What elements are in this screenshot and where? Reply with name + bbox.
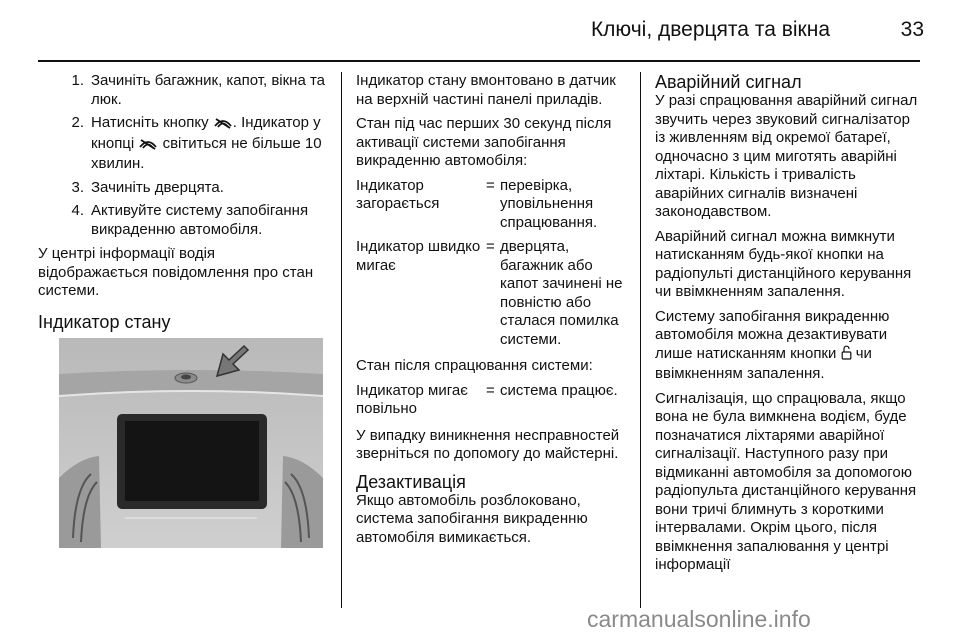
steps-list (38, 72, 326, 239)
dashboard-illustration (59, 338, 323, 548)
status-definition-table (356, 382, 632, 419)
paragraph: У разі спрацювання аварійний сигнал звучить через звуковий сигналізатор із живленням від окремої батареї, одночасно з цим миготять аварійні ліхтарі. Кількість і тривалість аварійних сигналів визначені законодавством. (655, 92, 918, 220)
column-1 (38, 72, 326, 343)
header-rule (38, 60, 920, 62)
anti-theft-icon (138, 137, 158, 156)
paragraph: Стан після спрацювання системи: (356, 357, 593, 374)
paragraph: Систему запобігання викраденню автомобіля можна дезактивувати лише натисканням кнопки чи ввімкненням запалення. (655, 307, 890, 382)
column-divider (341, 72, 342, 608)
paragraph: Сигналізація, що спрацювала, якщо вона не була вимкнена водієм, буде позначатися ліхтарями аварійної сигналізації. Наступного разу при відмиканні автомобіля за допомогою радіопульта дистанційного керування вони тричі блимнуть з короткими інтервалами. Окрім цього, після ввімкнення запалювання у центрі інформації (655, 389, 917, 573)
list-item: 4. Активуйте систему запобігання викраденню автомобіля. (71, 202, 309, 238)
paragraph: Якщо автомобіль розблоковано, система запобігання викраденню автомобіля вимикається. (356, 491, 588, 546)
definition-row: Індикатор швидко мигає = дверцята, багажник або капот зачинені не повністю або сталася помилка системи. (356, 238, 623, 348)
page-number: 33 (900, 18, 924, 41)
list-item: 3. Зачиніть дверцята. (71, 178, 224, 196)
section-heading-status-indicator: Індикатор стану (38, 311, 171, 332)
section-heading-deactivation: Дезактивація (356, 471, 466, 492)
paragraph: Аварійний сигнал можна вимкнути натисканням будь-якої кнопки на радіопульті дистанційного керування чи ввімкненням запалення. (655, 227, 912, 300)
unlock-icon (841, 345, 852, 366)
section-heading-alarm: Аварійний сигнал (655, 72, 802, 92)
paragraph: У випадку виникнення несправностей зверніться по допомогу до майстерні. (356, 426, 620, 462)
column-3 (655, 72, 923, 581)
watermark: carmanualsonline.info (587, 606, 811, 632)
list-item: 1. Зачиніть багажник, капот, вікна та люк. (71, 72, 326, 108)
column-2 (356, 72, 632, 553)
column-divider (640, 72, 641, 608)
definition-row: Індикатор мигає повільно = система працює. (356, 381, 618, 417)
info-paragraph: У центрі інформації водія відображається повідомлення про стан системи. (38, 245, 314, 299)
paragraph: Індикатор стану вмонтовано в датчик на верхній частині панелі приладів. (356, 72, 616, 108)
anti-theft-icon (213, 116, 233, 135)
paragraph: Стан під час перших 30 секунд після активації системи запобігання викраденню автомобіля: (356, 115, 612, 169)
definition-row: Індикатор загорається = перевірка, уповільнення спрацювання. (356, 176, 598, 231)
page-header-title: Ключі, дверцята та вікна (590, 18, 830, 41)
list-item: 2. Натисніть кнопку . Індикатор у кнопці світиться не більше 10 хвилин. (71, 114, 322, 172)
status-definition-table (356, 177, 632, 350)
